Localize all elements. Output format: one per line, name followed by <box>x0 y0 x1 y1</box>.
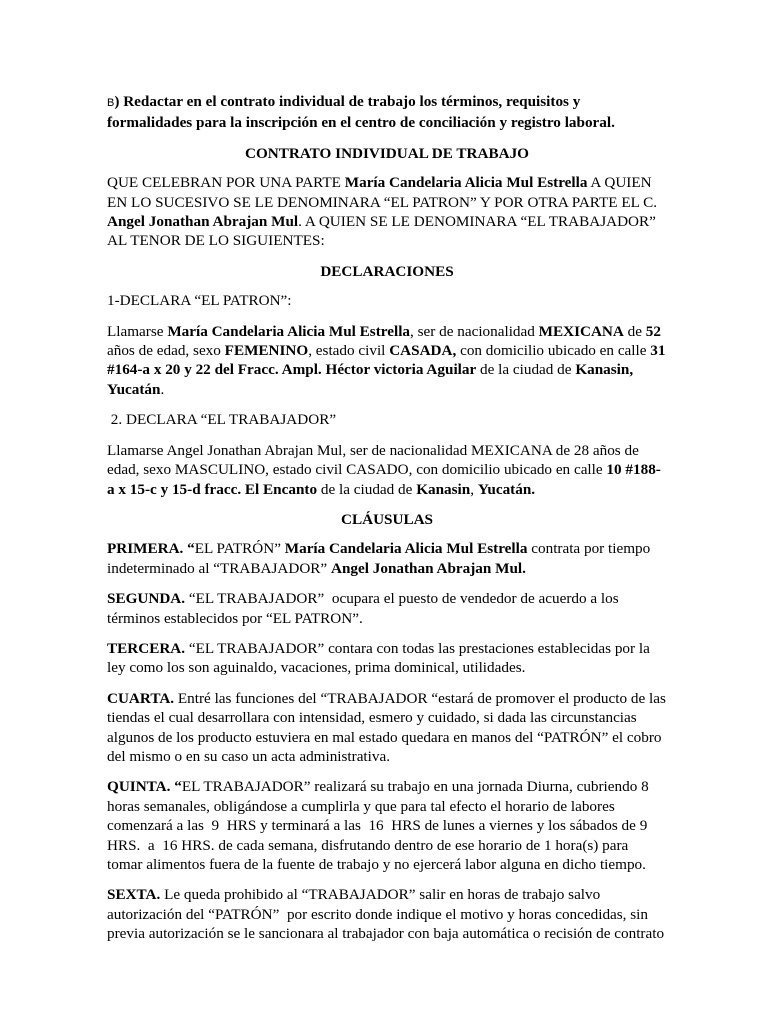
item-marker: B <box>107 97 115 109</box>
employer-decl-text: de la ciudad de <box>476 361 576 379</box>
worker-decl-text: , <box>470 480 478 498</box>
employer-decl-text: , ser de nacionalidad <box>410 322 539 340</box>
employer-decl-civil-status: CASADA, <box>389 342 457 360</box>
employer-decl-city: Kanasin, Yucatán <box>107 361 634 398</box>
worker-declaration <box>107 441 667 499</box>
document-body <box>107 92 667 955</box>
intro-text-1: QUE CELEBRAN POR UNA PARTE <box>107 174 345 192</box>
assignment-title-text: ) Redactar en el contrato individual de trabajo los términos, requisitos y formalidades para la inscripción en el centro de conciliación y registro laboral. <box>107 93 615 132</box>
worker-decl-text: de la ciudad de <box>317 480 417 498</box>
clause-text: Le queda prohibido al “TRABAJADOR” salir en horas de trabajo salvo autorización del “PATRÓN” por escrito donde indique el motivo y horas concedidas, sin previa autorización se le sancionara al trabajador con baja automática o recisión de contrato <box>107 886 665 943</box>
clause-cuarta <box>107 689 667 767</box>
clause-tercera <box>107 639 667 678</box>
clause-label: CUARTA. <box>107 689 175 707</box>
contract-title: CONTRATO INDIVIDUAL DE TRABAJO <box>245 144 529 162</box>
employer-name: María Candelaria Alicia Mul Estrella <box>344 174 588 192</box>
clause-segunda <box>107 589 667 628</box>
clause-text: contrata por tiempo indeterminado al “TRABAJADOR” <box>107 540 651 577</box>
employer-decl-text: . <box>160 380 165 398</box>
intro-text-2: A QUIEN EN LO SUCESIVO SE LE DENOMINARA “EL PATRON” Y POR OTRA PARTE EL C. <box>107 174 658 211</box>
clause-text: EL TRABAJADOR” realizará su trabajo en una jornada Diurna, cubriendo 8 horas semanales, obligándose a cumplirla y que para tal efecto el horario de labores comenzará a las 9 HRS y terminará a las 16 HRS de lunes a viernes y los sábados de 9 HRS. a 16 HRS. de cada semana, disfrutando dentro de ese horario de 1 hora(s) para tomar alimentos fuera de la fuente de trabajo y no ejercerá labor alguna en dicho tiempo. <box>107 778 653 873</box>
employer-decl-address: 31 #164-a x 20 y 22 del Fracc. Ampl. Héctor victoria Aguilar <box>107 342 666 379</box>
clause-label: SEGUNDA. <box>107 590 186 608</box>
clause-employer-name: María Candelaria Alicia Mul Estrella <box>284 540 528 558</box>
employer-decl-text: , estado civil <box>308 342 390 360</box>
clause-sexta <box>107 885 667 943</box>
employer-decl-age: 52 <box>645 322 661 340</box>
worker-name: Angel Jonathan Abrajan Mul <box>107 213 299 231</box>
worker-declaration-heading: 2. DECLARA “EL TRABAJADOR” <box>107 411 337 429</box>
clause-label: PRIMERA. “ <box>107 540 195 558</box>
employer-decl-nationality: MEXICANA <box>538 322 624 340</box>
clause-text: “EL TRABAJADOR” contara con todas las prestaciones establecidas por la ley como los son aguinaldo, vacaciones, prima dominical, utilidades. <box>107 639 650 677</box>
clause-label: QUINTA. “ <box>107 778 182 796</box>
clause-label: SEXTA. <box>107 886 161 904</box>
worker-decl-city: Kanasin <box>416 480 471 498</box>
clause-label: TERCERA. <box>107 639 186 657</box>
declarations-heading: DECLARACIONES <box>320 262 454 280</box>
employer-declaration-heading: 1-DECLARA “EL PATRON”: <box>107 292 292 310</box>
employer-decl-text: de <box>623 322 646 340</box>
assignment-title <box>107 92 667 133</box>
clause-text: Entré las funciones del “TRABAJADOR “estará de promover el producto de las tiendas el cual desarrollara con intensidad, esmero y cuidado, si dada las circunstancias algunos de los producto estuviera en mal estado quedara en manos del “PATRÓN” el cobro del mismo o en su caso un acta administrativa. <box>107 689 666 765</box>
intro-text-3: . A QUIEN SE LE DENOMINARA “EL TRABAJADOR” AL TENOR DE LO SIGUIENTES: <box>107 213 656 250</box>
employer-decl-name: María Candelaria Alicia Mul Estrella <box>167 322 411 340</box>
employer-declaration <box>107 322 667 400</box>
employer-decl-text: Llamarse <box>107 322 168 340</box>
clause-worker-name: Angel Jonathan Abrajan Mul. <box>330 559 526 577</box>
clause-text: EL PATRÓN” <box>194 540 285 558</box>
clause-primera <box>107 539 667 578</box>
employer-decl-sex: FEMENINO <box>224 342 309 360</box>
clause-text: “EL TRABAJADOR” ocupara el puesto de vendedor de acuerdo a los términos establecidos por “EL PATRON”. <box>107 590 623 627</box>
worker-decl-address: 10 #188-a x 15-c y 15-d fracc. El Encanto <box>107 461 661 498</box>
worker-decl-state: Yucatán. <box>477 480 536 498</box>
worker-decl-text: Llamarse Angel Jonathan Abrajan Mul, ser de nacionalidad MEXICANA de 28 años de edad, sexo MASCULINO, estado civil CASADO, con domicilio ubicado en calle <box>107 441 639 479</box>
intro-paragraph <box>107 173 667 251</box>
employer-decl-text: años de edad, sexo <box>107 342 225 360</box>
employer-decl-text: con domicilio ubicado en calle <box>456 342 651 360</box>
clause-quinta <box>107 777 667 874</box>
clauses-heading: CLÁUSULAS <box>341 510 433 528</box>
